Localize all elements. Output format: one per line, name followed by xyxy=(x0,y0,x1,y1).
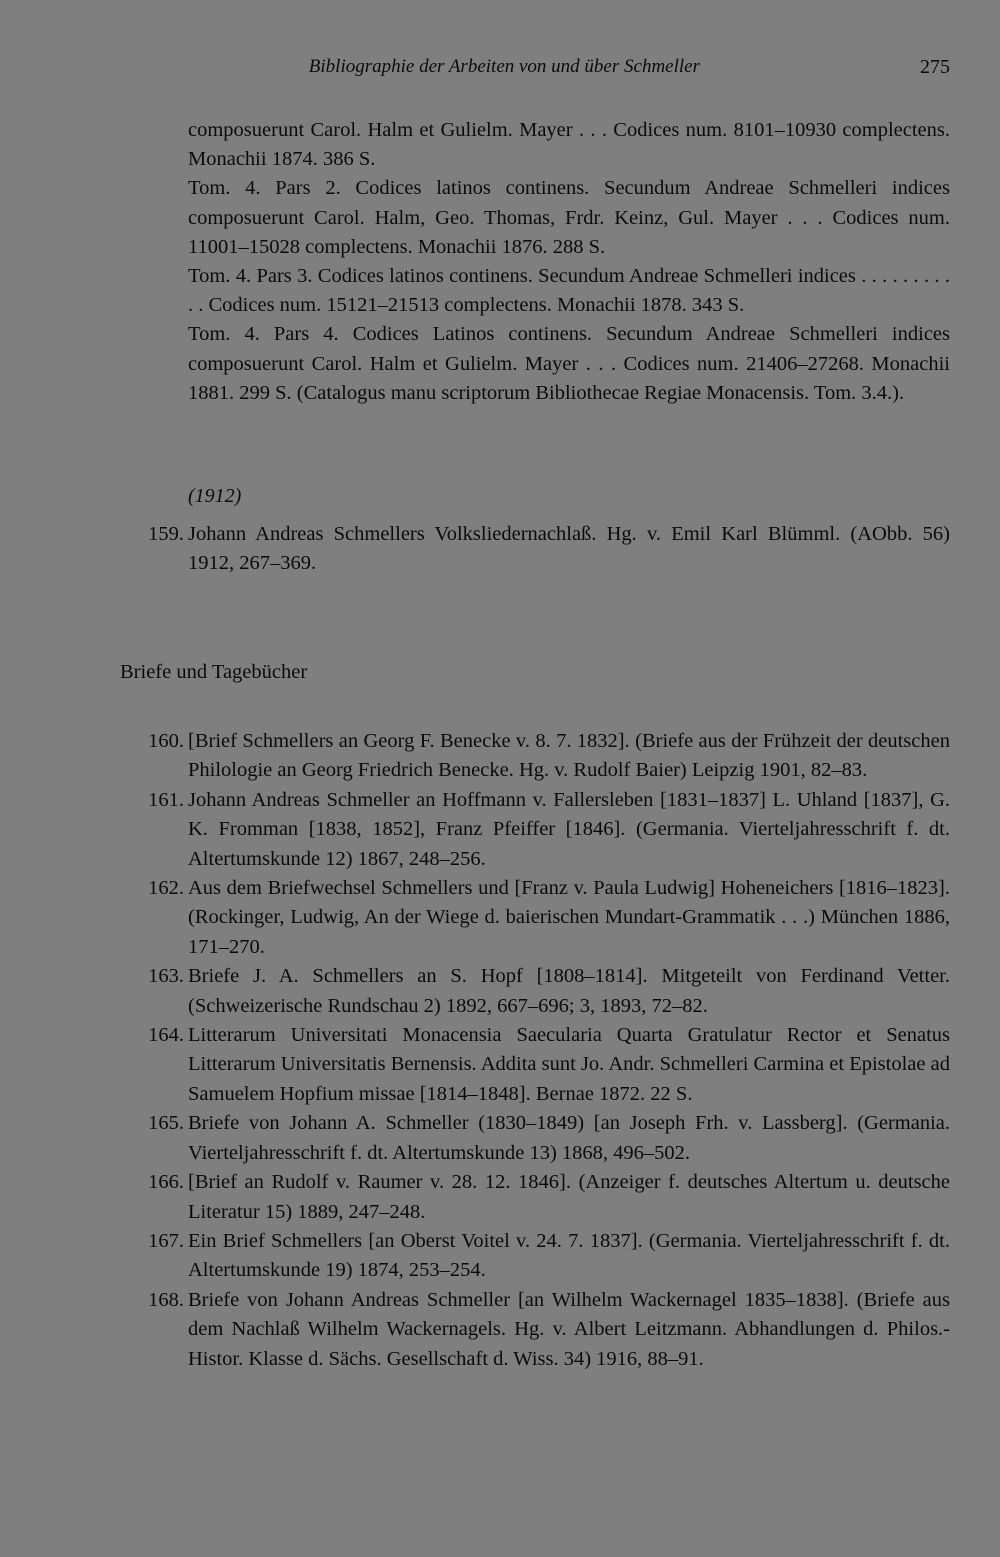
entry-text: Briefe von Johann A. Schmeller (1830–1849) [an Joseph Frh. v. Lassberg]. (Germania. Vierteljahresschrift f. dt. Altertumskunde 13) 1868, 496–502. xyxy=(188,1112,950,1164)
entry-number: 167. xyxy=(148,1229,184,1252)
entry-text: Litterarum Universitati Monacensia Saecularia Quarta Gratulatur Rector et Senatus Litterarum Universitatis Bernensis. Addita sunt Jo. Andr. Schmelleri Carmina et Epistolae ad Samuelem Hopfium missae [1814–1848]. Bernae 1872. 22 S. xyxy=(188,1024,950,1105)
entry-text: Johann Andreas Schmellers Volksliedernachlaß. Hg. v. Emil Karl Blümml. (AObb. 56) 1912, 267–369. xyxy=(188,523,950,575)
entries-1912 xyxy=(120,520,950,578)
page-number: 275 xyxy=(920,56,950,78)
entry-number: 163. xyxy=(148,965,184,988)
entry-text: [Brief an Rudolf v. Raumer v. 28. 12. 1846]. (Anzeiger f. deutsches Altertum u. deutsche Literatur 15) 1889, 247–248. xyxy=(188,1171,950,1223)
bibliography-entry xyxy=(120,727,950,786)
entry-number: 164. xyxy=(148,1024,184,1047)
section-heading: Briefe und Tagebücher xyxy=(120,661,308,683)
catalog-paragraph: Tom. 4. Pars 4. Codices Latinos continens. Secundum Andreae Schmelleri indices composuerunt Carol. Halm et Gulielm. Mayer . . . Codices num. 21406–27268. Monachii 1881. 299 S. (Catalogus manu scriptorum Bibliothecae Regiae Monacensis. Tom. 3.4.). xyxy=(188,323,950,404)
catalog-paragraph: composuerunt Carol. Halm et Gulielm. Mayer . . . Codices num. 8101–10930 complectens. Monachii 1874. 386 S. xyxy=(188,119,950,171)
entry-text: Briefe J. A. Schmellers an S. Hopf [1808–1814]. Mitgeteilt von Ferdinand Vetter. (Schweizerische Rundschau 2) 1892, 667–696; 3, 1893, 72–82. xyxy=(188,965,950,1017)
continuation-block xyxy=(120,116,950,408)
bibliography-entry xyxy=(120,1227,950,1286)
entry-text: Aus dem Briefwechsel Schmellers und [Franz v. Paula Ludwig] Hoheneichers [1816–1823]. (Rockinger, Ludwig, An der Wiege d. baierischen Mundart-Grammatik . . .) München 1886, 171–270. xyxy=(188,877,950,958)
entry-number: 166. xyxy=(148,1171,184,1194)
entry-text: [Brief Schmellers an Georg F. Benecke v. 8. 7. 1832]. (Briefe aus der Frühzeit der deutschen Philologie an Georg Friedrich Benecke. Hg. v. Rudolf Baier) Leipzig 1901, 82–83. xyxy=(188,730,950,782)
entry-text: Briefe von Johann Andreas Schmeller [an Wilhelm Wackernagel 1835–1838]. (Briefe aus dem Nachlaß Wilhelm Wackernagels. Hg. v. Albert Leitzmann. Abhandlungen d. Philos.-Histor. Klasse d. Sächs. Gesellschaft d. Wiss. 34) 1916, 88–91. xyxy=(188,1288,950,1370)
entry-text: Ein Brief Schmellers [an Oberst Voitel v. 24. 7. 1837]. (Germania. Vierteljahresschrift f. dt. Altertumskunde 19) 1874, 253–254. xyxy=(188,1229,950,1282)
bibliography-entry xyxy=(120,874,950,962)
bibliography-entry xyxy=(120,1021,950,1109)
bibliography-entry xyxy=(120,520,950,578)
entry-number: 168. xyxy=(148,1288,184,1311)
entry-number: 165. xyxy=(148,1112,184,1135)
catalog-paragraph: Tom. 4. Pars 2. Codices latinos continens. Secundum Andreae Schmelleri indices composuerunt Carol. Halm, Geo. Thomas, Frdr. Keinz, Gul. Mayer . . . Codices num. 11001–15028 complectens. Monachii 1876. 288 S. xyxy=(188,177,950,258)
entry-number: 161. xyxy=(148,788,184,811)
bibliography-entry xyxy=(120,1286,950,1374)
bibliography-entry xyxy=(120,1168,950,1227)
bibliography-entry xyxy=(120,786,950,874)
entry-text: Johann Andreas Schmeller an Hoffmann v. Fallersleben [1831–1837] L. Uhland [1837], G. K. Fromman [1838, 1852], Franz Pfeiffer [1846]. (Germania. Vierteljahresschrift f. dt. Altertumskunde 12) 1867, 248–256. xyxy=(188,788,950,870)
entries-letters xyxy=(120,727,950,1374)
running-head xyxy=(120,56,950,82)
entry-number: 159. xyxy=(148,523,184,545)
entry-number: 162. xyxy=(148,877,184,900)
year-heading: (1912) xyxy=(188,485,242,507)
entry-number: 160. xyxy=(148,730,184,752)
bibliography-entry xyxy=(120,1109,950,1168)
catalog-paragraph: Tom. 4. Pars 3. Codices latinos continens. Secundum Andreae Schmelleri indices . . . . . . . . . . . Codices num. 15121–21513 complectens. Monachii 1878. 343 S. xyxy=(188,265,950,317)
bibliography-entry xyxy=(120,962,950,1021)
running-title: Bibliographie der Arbeiten von und über Schmeller xyxy=(308,56,700,77)
